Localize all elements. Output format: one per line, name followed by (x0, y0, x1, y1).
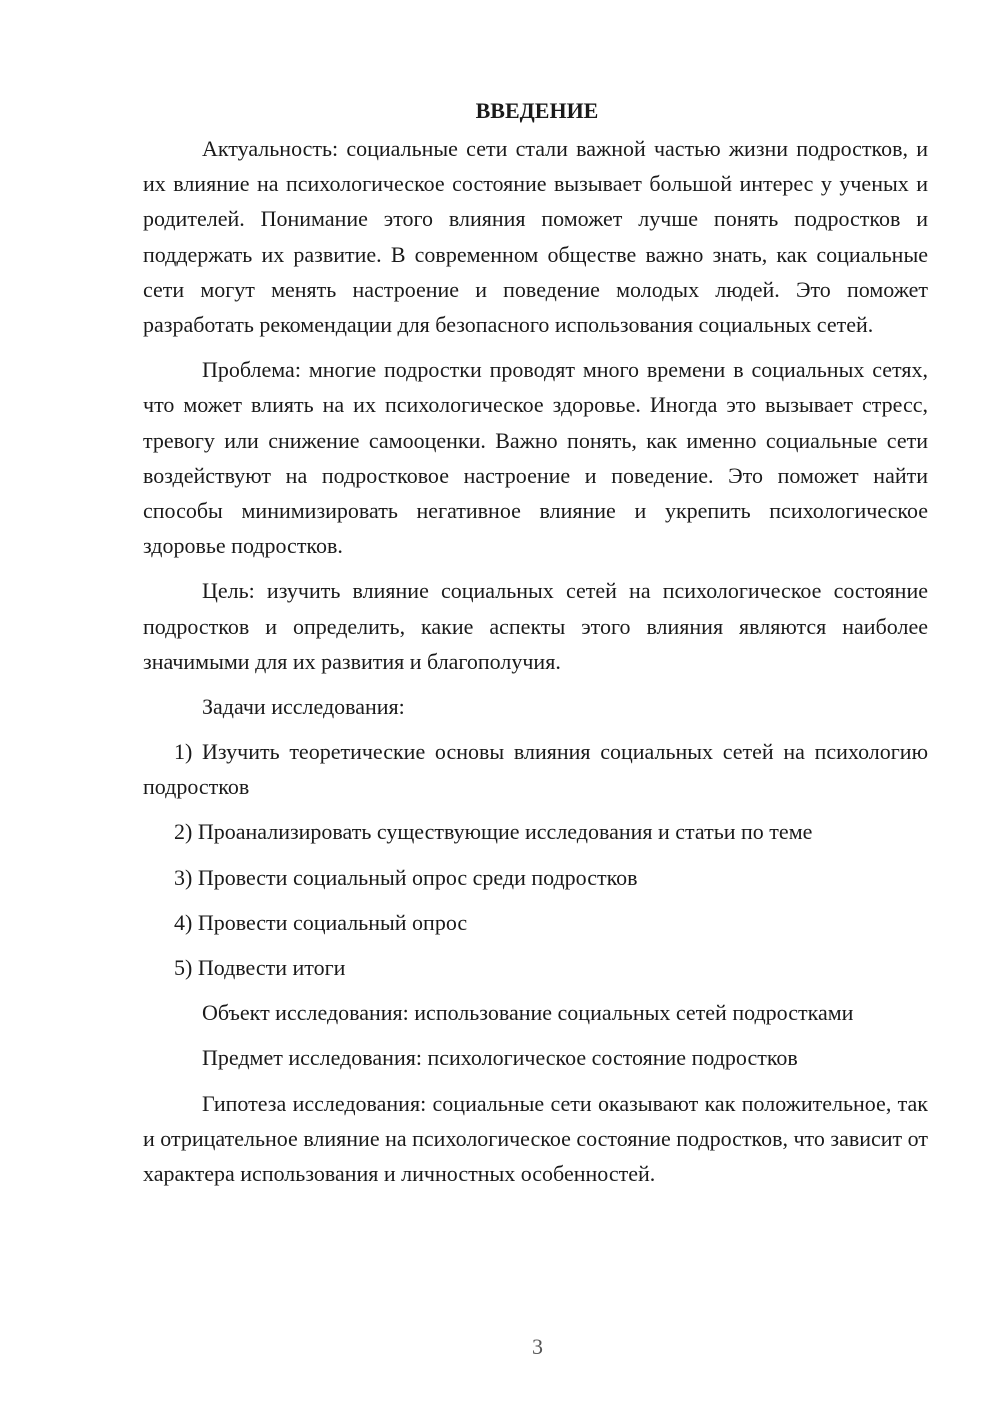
task-item: 3) Провести социальный опрос среди подростков (174, 864, 638, 890)
section-heading: ВВЕДЕНИЕ (475, 98, 599, 123)
goal-paragraph: Цель: изучить влияние социальных сетей на психологическое состояние подростков и определить, какие аспекты этого влияния являются наиболее значимыми для их развития и благополучия. (143, 578, 928, 674)
hypothesis-paragraph: Гипотеза исследования: социальные сети оказывают как положительное, так и отрицательное влияние на психологическое состояние подростков, что зависит от характера использования и личностных особенностей. (143, 1090, 928, 1187)
page-number: 3 (532, 1334, 543, 1359)
subject-paragraph: Предмет исследования: психологическое состояние подростков (202, 1045, 798, 1071)
task-item: 5) Подвести итоги (174, 955, 346, 981)
problem-paragraph: Проблема: многие подростки проводят много времени в социальных сетях, что может влиять на их психологическое здоровье. Иногда это вызывает стресс, тревогу или снижение самооценки. Важно понять, как именно социальные сети воздействуют на подростковое настроение и поведение. Это поможет найти способы минимизировать негативное влияние и укрепить психологическое здоровье подростков. (143, 357, 928, 559)
task-item: 1) Изучить теоретические основы влияния социальных сетей на психологию подростков (143, 739, 928, 800)
tasks-label: Задачи исследования: (202, 694, 405, 720)
task-item: 2) Проанализировать существующие исследования и статьи по теме (174, 819, 813, 845)
task-item: 4) Провести социальный опрос (174, 909, 468, 935)
object-paragraph: Объект исследования: использование социальных сетей подростками (202, 1000, 854, 1026)
relevance-paragraph: Актуальность: социальные сети стали важной частью жизни подростков, и их влияние на психологическое состояние вызывает большой интерес у ученых и родителей. Понимание этого влияния поможет лучше понять подростков и поддержать их развитие. В современном обществе важно знать, как социальные сети могут менять настроение и поведение молодых людей. Это поможет разработать рекомендации для безопасного использования социальных сетей. (143, 136, 928, 338)
document-page (143, 94, 928, 1201)
